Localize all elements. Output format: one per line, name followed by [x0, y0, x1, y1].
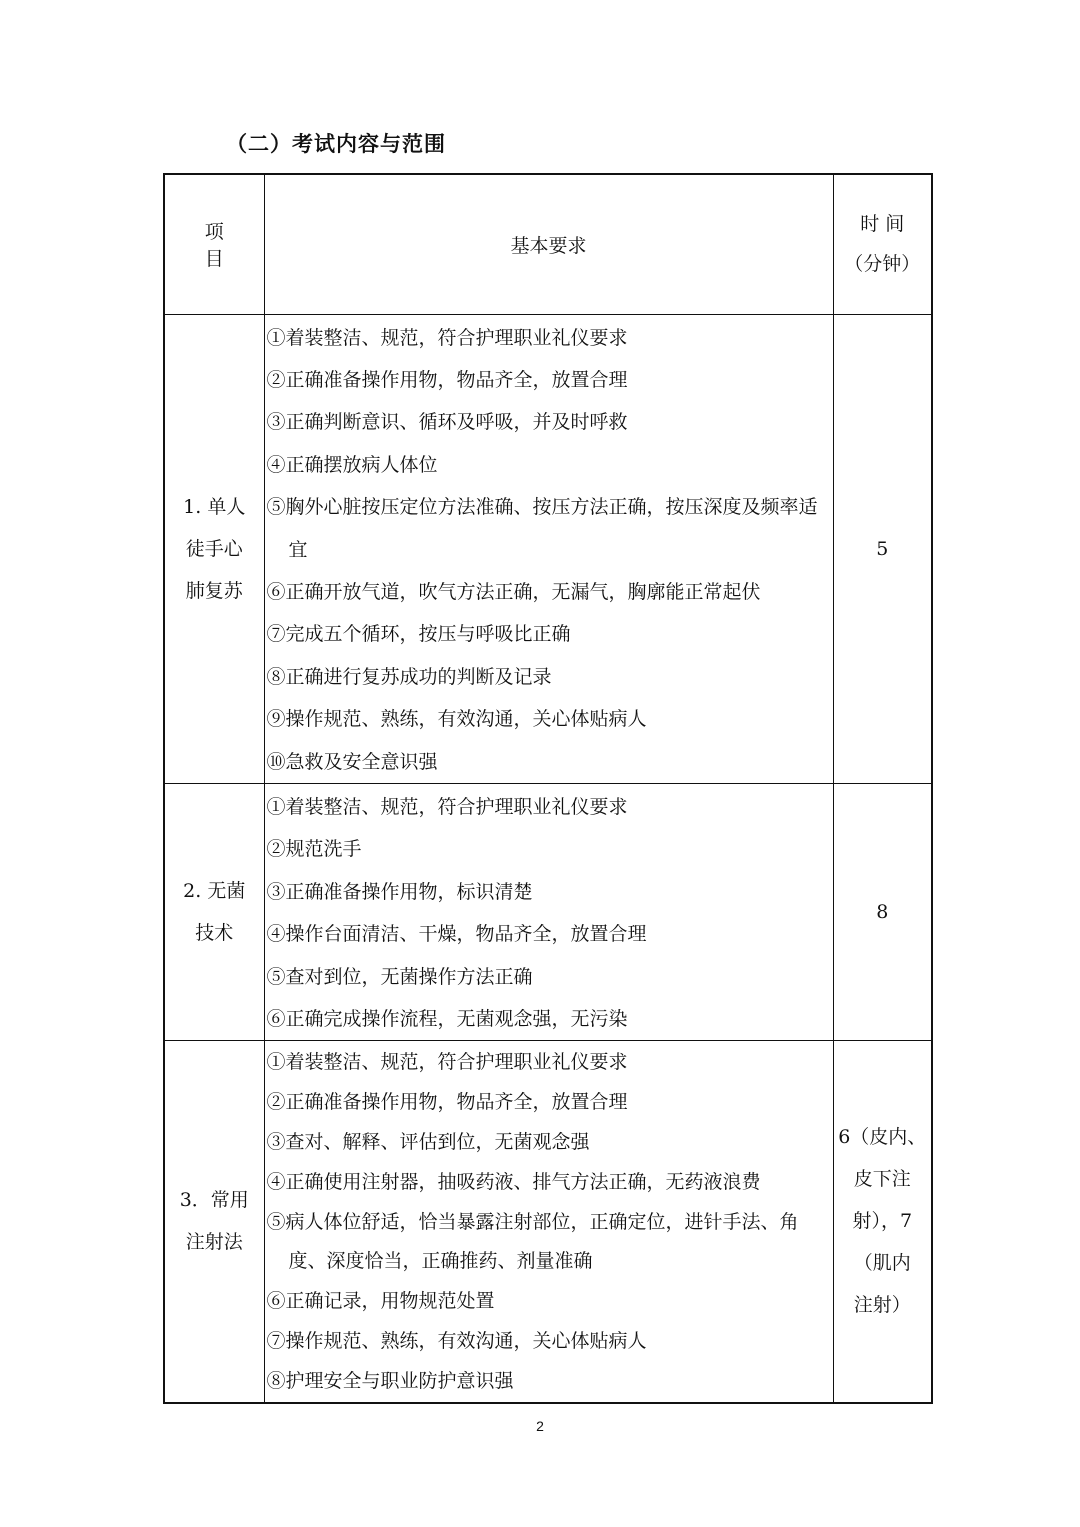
time-line: （肌内 — [853, 1252, 911, 1275]
project-line: 徒手心 — [185, 537, 243, 560]
header-time-line1: 时 间 — [860, 213, 905, 236]
requirement-item: ③查对、解释、评估到位，无菌观念强 — [266, 1131, 590, 1153]
project-cell — [164, 1041, 264, 1403]
requirement-cell — [264, 783, 833, 1040]
time-line: 5 — [876, 537, 889, 560]
requirement-item: ⑩急救及安全意识强 — [266, 750, 438, 773]
time-cell — [833, 1041, 932, 1403]
requirement-item: ①着装整洁、规范，符合护理职业礼仪要求 — [266, 795, 628, 818]
page-number: 2 — [536, 1418, 544, 1434]
requirement-cell — [264, 1041, 833, 1403]
requirement-item: ⑨操作规范、熟练，有效沟通，关心体贴病人 — [266, 708, 647, 731]
requirement-item: ⑤病人体位舒适，恰当暴露注射部位，正确定位，进针手法、角度、深度恰当，正确推药、剂量准确 — [266, 1210, 799, 1273]
table-row — [164, 314, 932, 783]
requirement-item: ①着装整洁、规范，符合护理职业礼仪要求 — [266, 326, 628, 349]
exam-content-table — [163, 173, 933, 1404]
requirement-item: ⑧正确进行复苏成功的判断及记录 — [266, 665, 552, 688]
project-line: 注射法 — [185, 1231, 243, 1254]
header-item: 项 目 — [164, 174, 264, 314]
project-line: 2. 无菌 — [183, 880, 246, 903]
requirement-item: ②正确准备操作用物，物品齐全，放置合理 — [266, 1091, 628, 1114]
requirement-item: ⑦操作规范、熟练，有效沟通，关心体贴病人 — [266, 1329, 647, 1352]
requirement-item: ②规范洗手 — [266, 838, 362, 861]
time-cell — [833, 783, 932, 1040]
project-line: 肺复苏 — [185, 579, 243, 602]
time-line: 皮下注 — [853, 1168, 911, 1191]
table-row — [164, 783, 932, 1040]
requirement-item: ④正确使用注射器，抽吸药液、排气方法正确，无药液浪费 — [266, 1170, 761, 1193]
requirement-item: ①着装整洁、规范，符合护理职业礼仪要求 — [266, 1051, 628, 1074]
project-cell — [164, 314, 264, 783]
requirement-item: ③正确判断意识、循环及呼吸，并及时呼救 — [266, 411, 628, 434]
project-line: 1. 单人 — [183, 495, 246, 518]
header-requirement: 基本要求 — [264, 174, 833, 314]
requirement-item: ⑥正确开放气道，吹气方法正确，无漏气，胸廓能正常起伏 — [266, 580, 761, 603]
requirement-cell — [264, 314, 833, 783]
project-line: 3．常用 — [179, 1189, 249, 1212]
header-time — [833, 174, 932, 314]
time-line: 射），7 — [852, 1210, 913, 1233]
time-line: 8 — [876, 901, 889, 924]
time-line: 注射） — [853, 1294, 911, 1317]
requirement-item: ⑤查对到位，无菌操作方法正确 — [266, 965, 533, 988]
section-heading: （二）考试内容与范围 — [226, 132, 446, 156]
requirement-item: ③正确准备操作用物，标识清楚 — [266, 880, 533, 903]
requirement-item: ④正确摆放病人体位 — [266, 453, 438, 476]
requirement-item: ④操作台面清洁、干燥，物品齐全，放置合理 — [266, 923, 647, 946]
time-line: 6（皮内、 — [838, 1126, 927, 1149]
requirement-item: ⑦完成五个循环，按压与呼吸比正确 — [266, 623, 571, 646]
requirement-item: ②正确准备操作用物，物品齐全，放置合理 — [266, 368, 628, 391]
requirement-item: ⑥正确记录，用物规范处置 — [266, 1290, 495, 1313]
time-cell — [833, 314, 932, 783]
requirement-item: ⑧护理安全与职业防护意识强 — [266, 1369, 514, 1392]
table-row — [164, 1041, 932, 1403]
project-line: 技术 — [195, 922, 234, 945]
requirement-item: ⑥正确完成操作流程，无菌观念强，无污染 — [266, 1008, 628, 1030]
requirement-item: ⑤胸外心脏按压定位方法准确、按压方法正确，按压深度及频率适宜 — [266, 496, 818, 561]
table-header-row — [164, 174, 932, 314]
project-cell — [164, 783, 264, 1040]
header-time-line2: （分钟） — [844, 253, 921, 276]
